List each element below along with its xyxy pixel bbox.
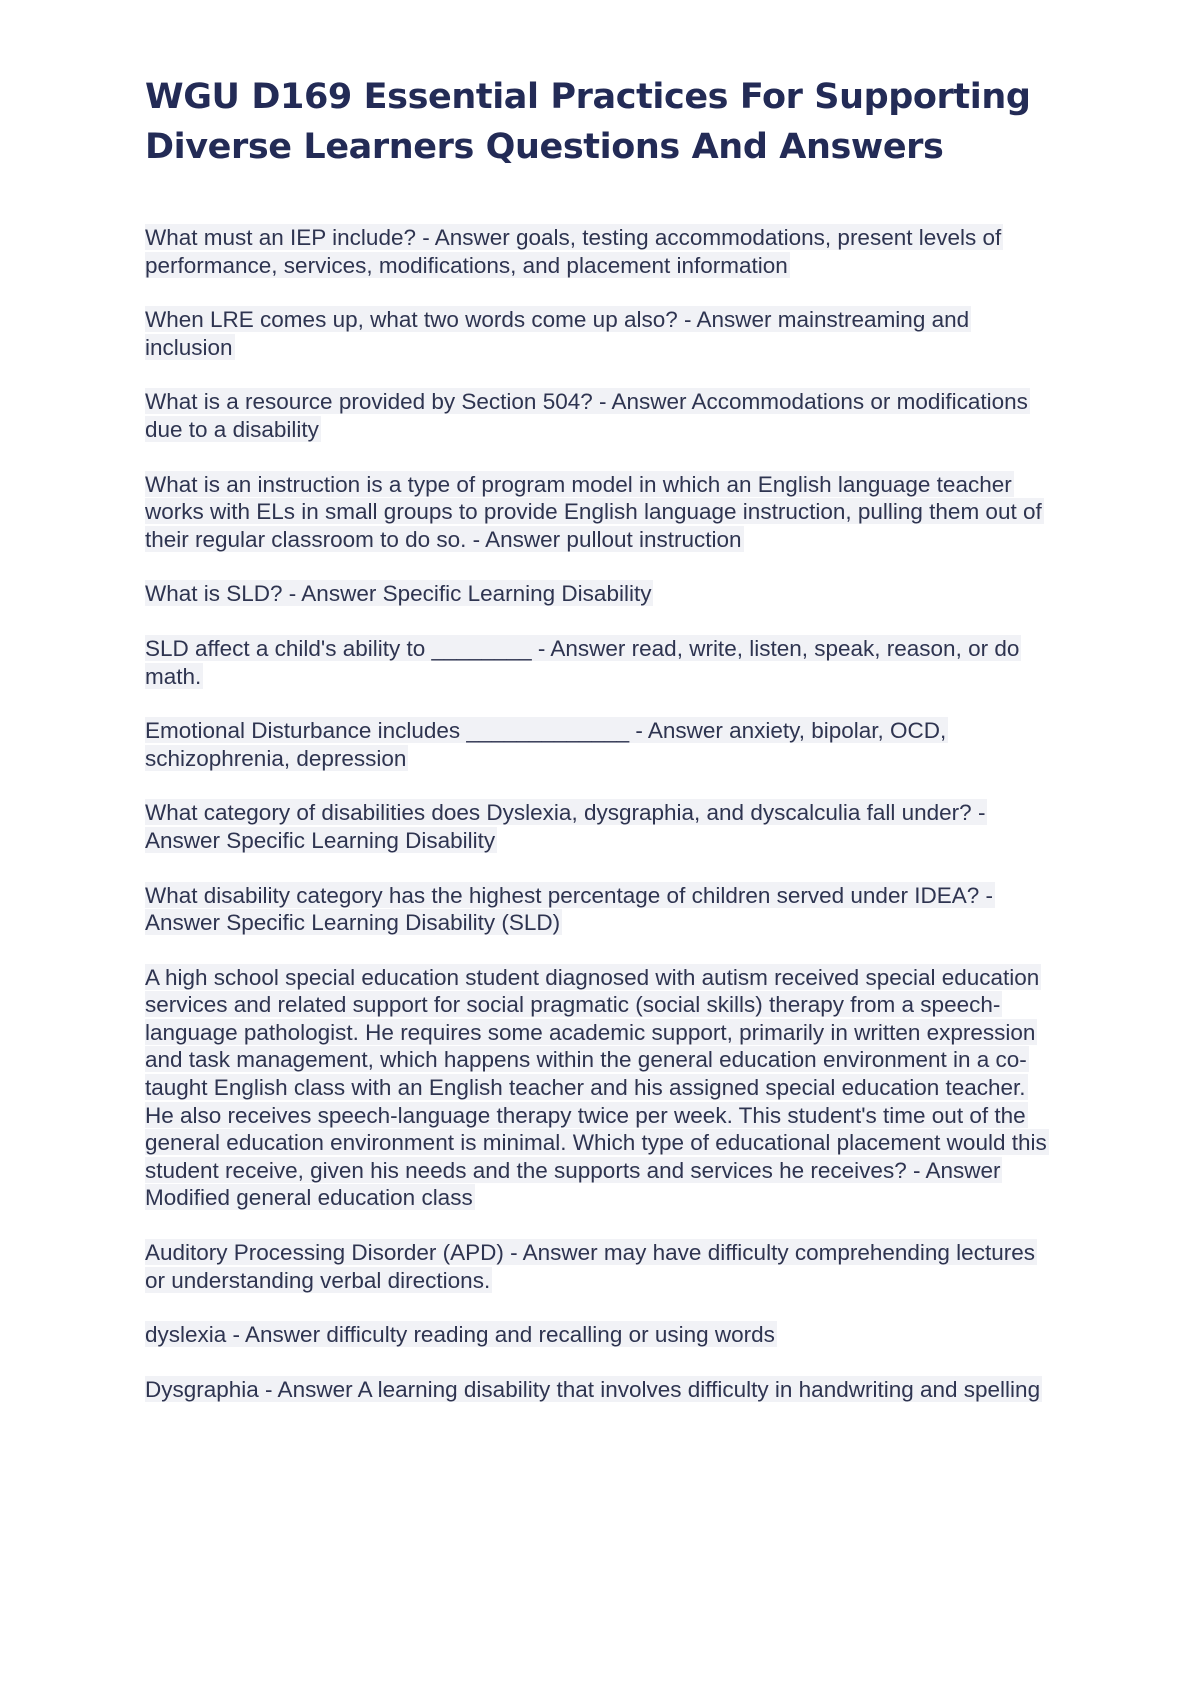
qa-text: dyslexia - Answer difficulty reading and recalling or using words	[145, 1322, 775, 1348]
qa-text: What category of disabilities does Dyslexia, dysgraphia, and dyscalculia fall under? - Answer Specific Learning Disability	[145, 800, 986, 853]
qa-text: Dysgraphia - Answer A learning disability that involves difficulty in handwriting and spelling	[145, 1376, 1041, 1402]
qa-item-idea-category	[145, 882, 1060, 937]
page-title: WGU D169 Essential Practices For Supporting Diverse Learners Questions And Answers	[145, 77, 1031, 167]
qa-item-dyslexia	[145, 1321, 1060, 1349]
qa-text: What must an IEP include? - Answer goals, testing accommodations, present levels of performance, services, modifications, and placement information	[145, 225, 1002, 278]
qa-text: What is an instruction is a type of program model in which an English language teacher works with ELs in small groups to provide English language instruction, pulling them out of their regular classroom to do so. - Answer pullout instruction	[145, 471, 1042, 552]
qa-item-iep	[145, 224, 1060, 279]
qa-text: What disability category has the highest percentage of children served under IDEA? - Answer Specific Learning Disability (SLD)	[145, 882, 993, 936]
qa-text: Auditory Processing Disorder (APD) - Answer may have difficulty comprehending lectures or understanding verbal directions.	[145, 1240, 1035, 1293]
qa-list	[145, 224, 1060, 1430]
qa-text: When LRE comes up, what two words come up also? - Answer mainstreaming and inclusion	[145, 307, 970, 360]
qa-item-dyslexia-category	[145, 799, 1060, 854]
qa-item-dysgraphia	[145, 1376, 1060, 1404]
qa-item-sld-ability	[145, 635, 1060, 690]
qa-text: What is a resource provided by Section 504? - Answer Accommodations or modifications due to a disability	[145, 389, 1028, 442]
qa-item-lre	[145, 306, 1060, 361]
qa-item-emotional-disturbance	[145, 717, 1060, 772]
qa-item-autism-placement	[145, 964, 1060, 1212]
qa-item-section-504	[145, 388, 1060, 443]
qa-text: What is SLD? - Answer Specific Learning Disability	[145, 581, 652, 607]
qa-item-pullout	[145, 471, 1060, 554]
qa-text: Emotional Disturbance includes _____________ - Answer anxiety, bipolar, OCD, schizophrenia, depression	[145, 718, 947, 771]
qa-text: A high school special education student diagnosed with autism received special education services and related support for social pragmatic (social skills) therapy from a speech-language pathologist. He requires some academic support, primarily in written expression and task management, which happens within the general education environment in a co-taught English class with an English teacher and his assigned special education teacher. He also receives speech-language therapy twice per week. This student's time out of the general education environment is minimal. Which type of educational placement would this student receive, given his needs and the supports and services he receives? - Answer Modified general education class	[145, 964, 1047, 1211]
qa-item-apd	[145, 1239, 1060, 1294]
qa-text: SLD affect a child's ability to ________ - Answer read, write, listen, speak, reason, or do math.	[145, 635, 1020, 689]
qa-item-sld	[145, 580, 1060, 608]
